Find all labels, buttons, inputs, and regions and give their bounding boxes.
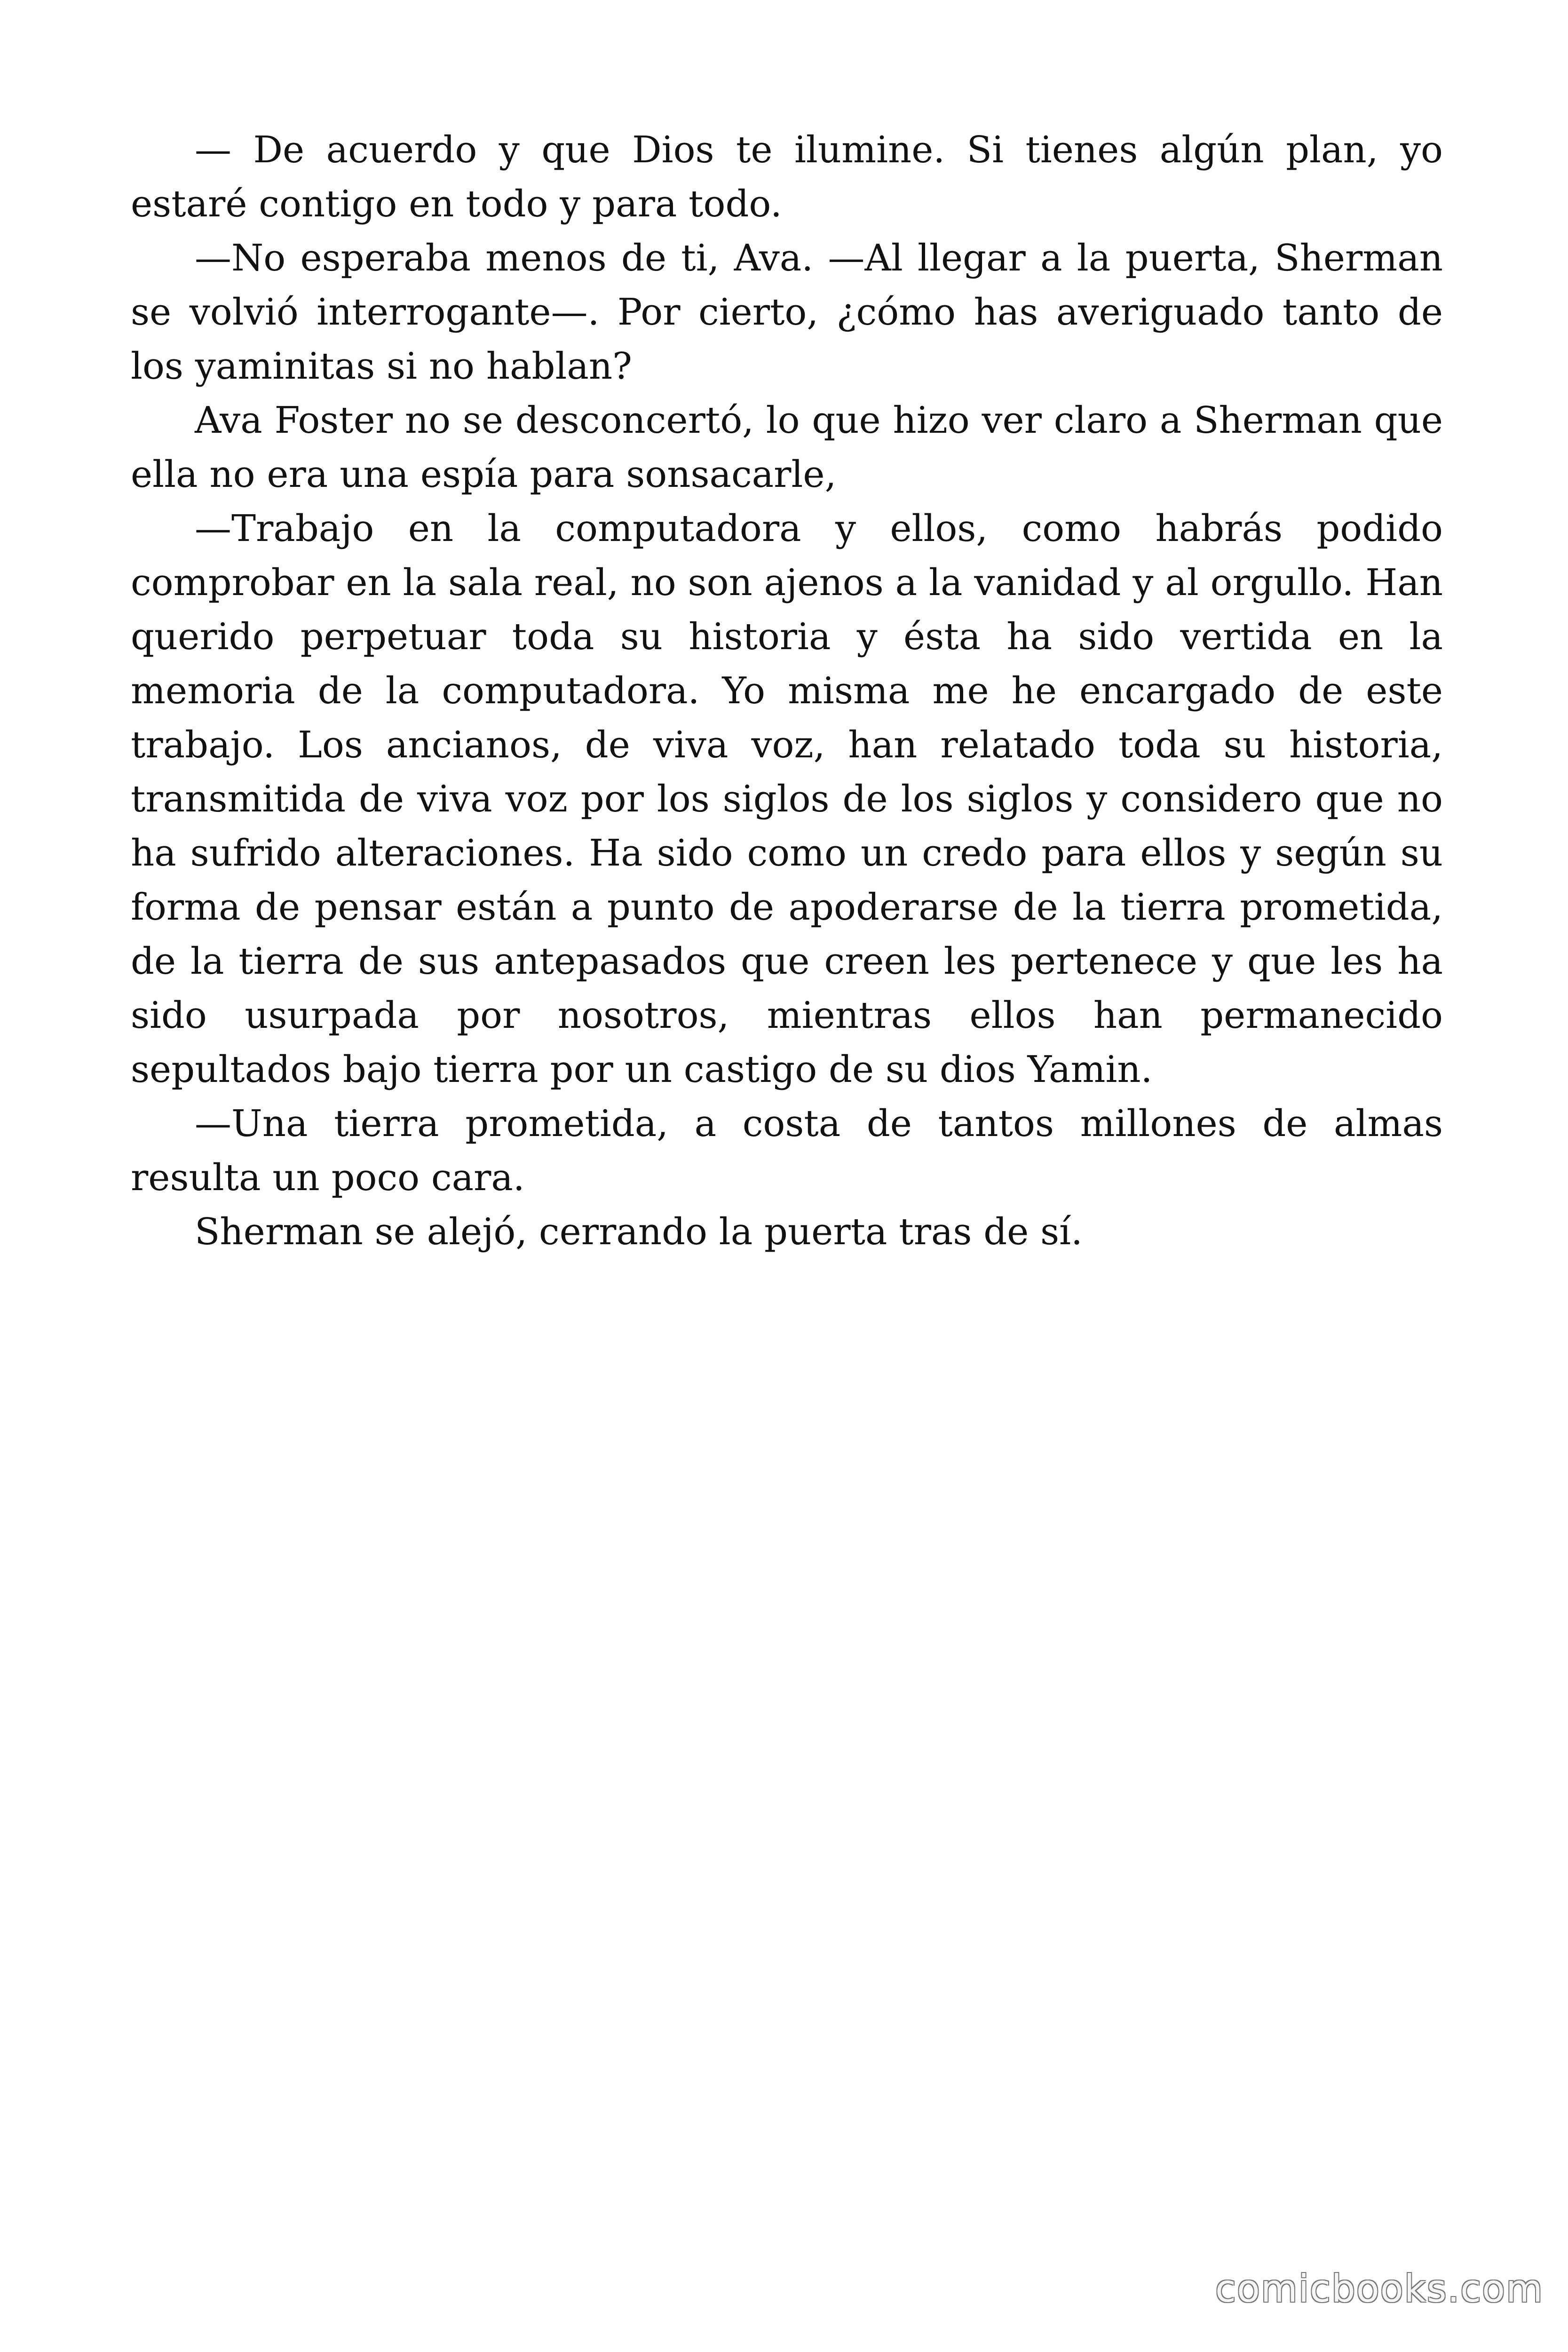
paragraph-1: — De acuerdo y que Dios te ilumine. Si tienes algún plan, yo estaré contigo en todo y para todo. xyxy=(131,129,1443,225)
paragraph-4: —Trabajo en la computadora y ellos, como habrás podido comprobar en la sala real, no son ajenos a la vanidad y al orgullo. Han querido perpetuar toda su historia y ésta ha sido vertida en la memoria de la computadora. Yo misma me he encargado de este trabajo. Los ancianos, de viva voz, han relatado toda su historia, transmitida de viva voz por los siglos de los siglos y considero que no ha sufrido alteraciones. Ha sido como un credo para ellos y según su forma de pensar están a punto de apoderarse de la tierra prometida, de la tierra de sus antepasados que creen les pertenece y que les ha sido usurpada por nosotros, mientras ellos han permanecido sepultados bajo tierra por un castigo de su dios Yamin. xyxy=(131,508,1443,1091)
paragraph-3: Ava Foster no se desconcertó, lo que hizo ver claro a Sherman que ella no era una espía para sonsacarle, xyxy=(131,399,1443,496)
paragraph-2: —No esperaba menos de ti, Ava. —Al llegar a la puerta, Sherman se volvió interrogante—. Por cierto, ¿cómo has averiguado tanto de los yaminitas si no hablan? xyxy=(131,237,1443,388)
paragraph-5: —Una tierra prometida, a costa de tantos millones de almas resulta un poco cara. xyxy=(131,1103,1443,1199)
paragraph-6: Sherman se alejó, cerrando la puerta tras de sí. xyxy=(195,1211,1083,1253)
page-body-text xyxy=(131,123,1443,1259)
watermark: comicbooks.com xyxy=(1215,2267,1544,2311)
